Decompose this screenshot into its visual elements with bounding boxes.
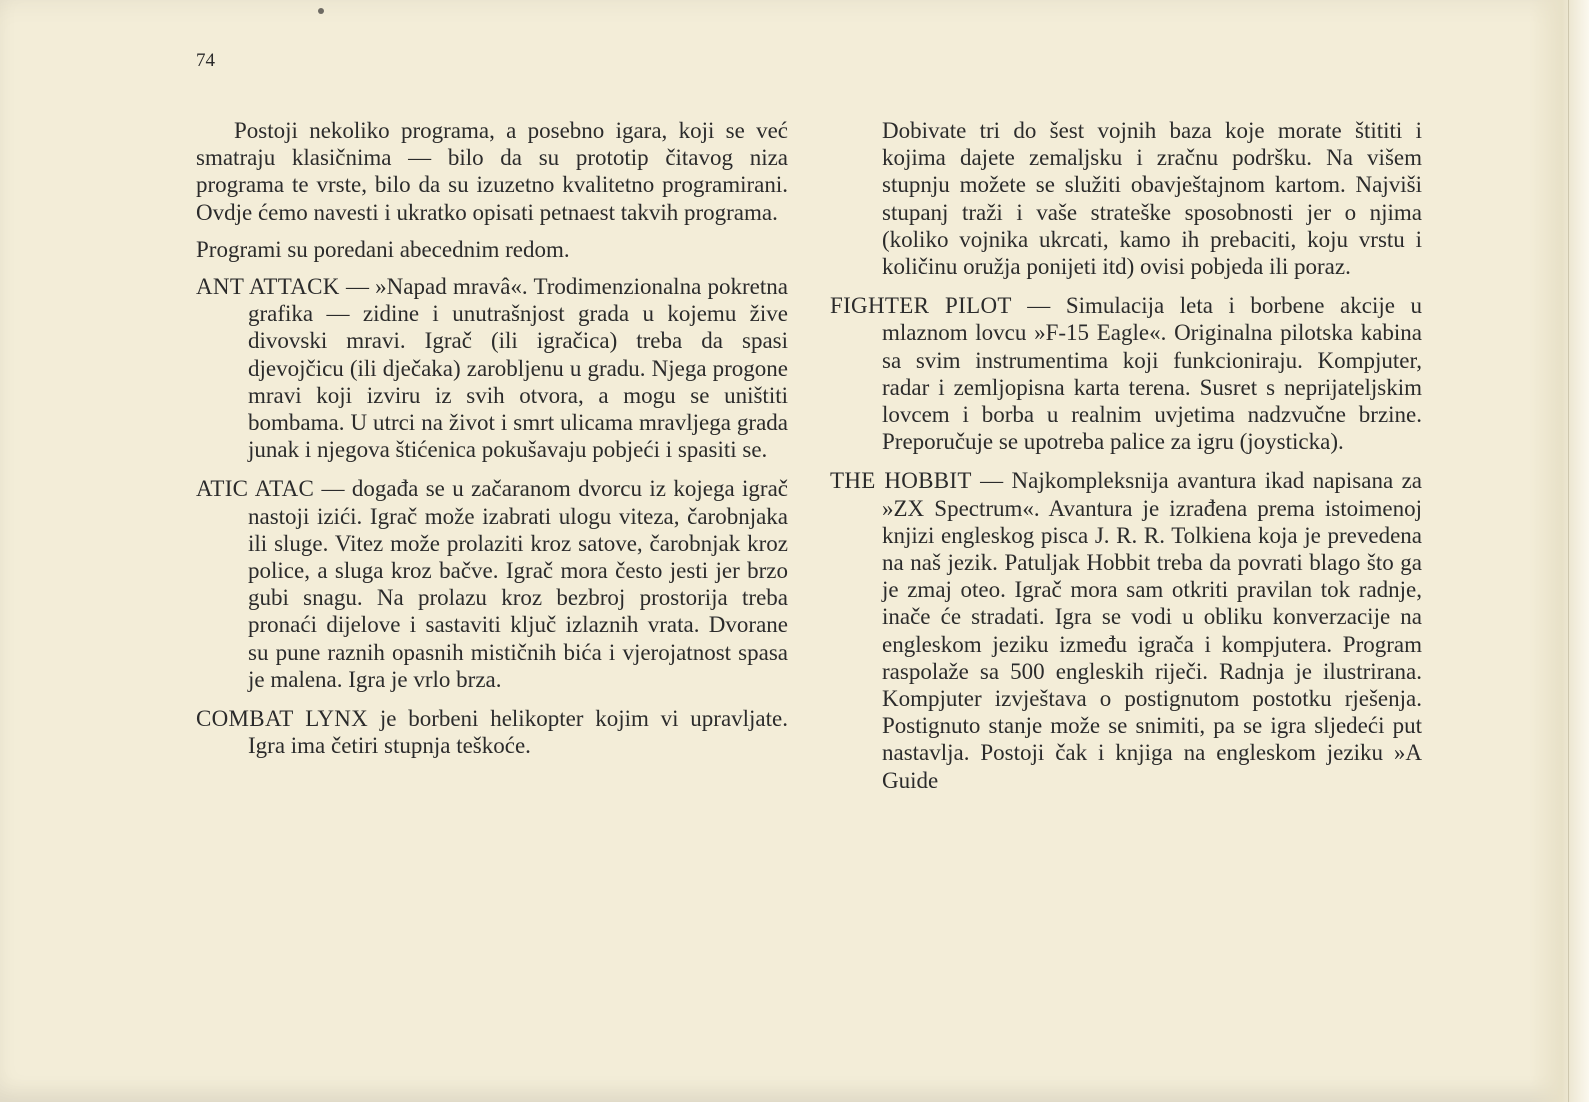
right-column bbox=[830, 117, 1422, 806]
page-edge bbox=[1529, 0, 1589, 1102]
entry-the-hobbit bbox=[830, 467, 1422, 793]
left-column bbox=[196, 117, 788, 771]
ink-speck bbox=[318, 8, 324, 14]
entry-term: COMBAT LYNX bbox=[196, 706, 369, 732]
page-number: 74 bbox=[196, 50, 215, 71]
combat-lynx-continuation: Dobivate tri do šest vojnih baza koje morate štititi i kojima dajete zemaljsku i zračnu podršku. Na višem stupnju možete se služiti obavještajnom kartom. Najviši stupanj traži i vaše strateške sposobnosti jer o njima (koliko vojnika ukrcati, kamo ih prebaciti, koju vrstu i količinu oružja ponijeti itd) ovisi pobjeda ili poraz. bbox=[882, 118, 1422, 280]
entry-atic-atac bbox=[196, 475, 788, 693]
intro-paragraph: Postoji nekoliko programa, a posebno igara, koji se već smatraju klasičnima — bilo da su prototip čitavog niza programa te vrste, bilo da su izuzetno kvalitetno programirani. Ovdje ćemo navesti i ukratko opisati petnaest takvih programa. bbox=[196, 118, 788, 225]
page-fold bbox=[1568, 0, 1569, 1102]
entry-text: — Simulacija leta i borbene akcije u mlaznom lovcu »F-15 Eagle«. Originalna pilotska kabina sa svim instrumentima koji funkcioniraju. Kompjuter, radar i zemljopisna karta terena. Susret s neprijateljskim lovcem i borba u realnim uvjetima nadzvučne brzine. Preporučuje se upotreba palice za igru (joysticka). bbox=[882, 293, 1422, 455]
entry-text: je borbeni helikopter kojim vi upravljate. Igra ima četiri stupnja teškoće. bbox=[248, 706, 788, 759]
entry-text: — Najkompleksnija avantura ikad napisana za »ZX Spectrum«. Avantura je izrađena prema istoimenoj knjizi engleskog pisca J. R. R. Tolkiena koja je prevedena na naš jezik. Patuljak Hobbit treba da povrati blago što ga je zmaj oteo. Igrač mora sam otkriti pravilan tok radnje, inače će stradati. Igra se vodi u obliku konverzacije na engleskom jeziku između igrača i kompjutera. Program raspolaže sa 500 engleskih riječi. Radnja je ilustrirana. Kompjuter izvještava o postignutom postotku rješenja. Postignuto stanje može se snimiti, pa se igra sljedeći put nastavlja. Postoji čak i knjiga na engleskom jeziku »A Guide bbox=[882, 468, 1422, 793]
entry-text: — događa se u začaranom dvorcu iz kojega igrač nastoji izići. Igrač može izabrati ulogu viteza, čarobnjaka ili sluge. Vitez može prolaziti kroz satove, čarobnjak kroz police, a sluga kroz bačve. Igrač mora često jesti jer brzo gubi snagu. Na prolazu kroz bezbroj prostorija treba pronaći dijelove i sastaviti ključ izlaznih vrata. Dvorane su pune raznih opasnih mističnih bića i vjerojatnost spasa je malena. Igra je vrlo brza. bbox=[248, 476, 788, 692]
entry-fighter-pilot bbox=[830, 292, 1422, 455]
entry-term: FIGHTER PILOT bbox=[830, 293, 1012, 319]
entry-term: ATIC ATAC bbox=[196, 476, 315, 502]
entry-term: THE HOBBIT bbox=[830, 468, 972, 494]
entry-combat-lynx bbox=[196, 705, 788, 759]
entry-ant-attack bbox=[196, 273, 788, 463]
entry-term: ANT ATTACK bbox=[196, 274, 340, 300]
entry-text: — »Napad mravâ«. Trodimenzionalna pokretna grafika — zidine i unutrašnjost grada u kojemu žive divovski mravi. Igrač (ili igračica) treba da spasi djevojčicu (ili dječaka) zarobljenu u gradu. Njega progone mravi koji izviru iz svih otvora, a mogu se uništiti bombama. U utrci na život i smrt ulicama mravljega grada junak i njegova štićenica pokušavaju pobjeći i spasiti se. bbox=[248, 274, 788, 463]
order-note: Programi su poredani abecednim redom. bbox=[196, 236, 570, 262]
